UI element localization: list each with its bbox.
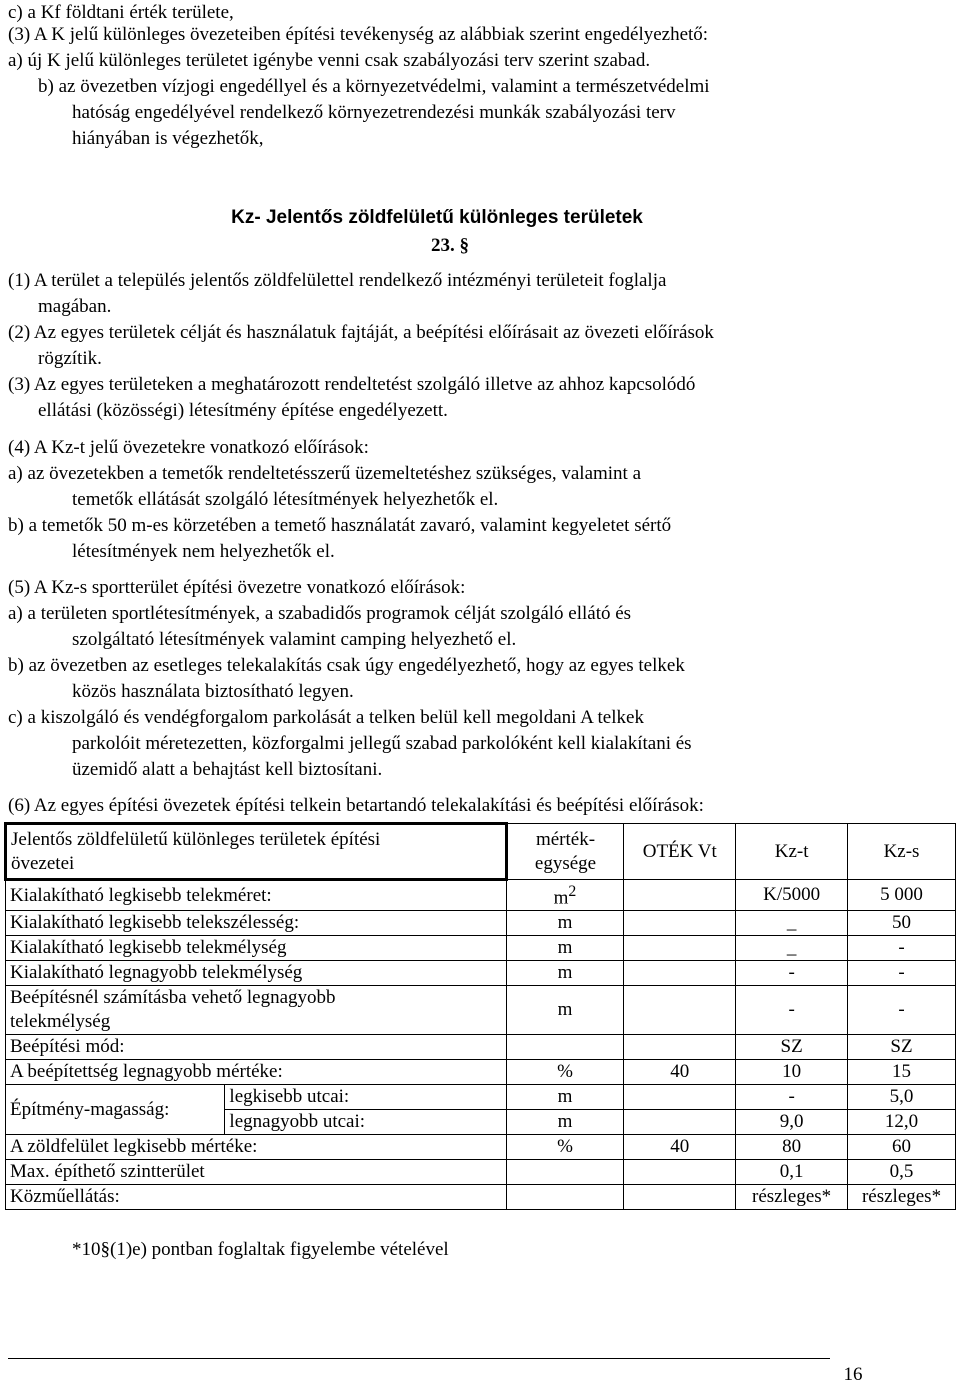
table-row [6,1035,956,1060]
row-kzs: 60 [848,1135,956,1160]
row-label: A zöldfelület legkisebb mértéke: [6,1135,507,1160]
row-unit: m [506,936,624,961]
table-row [6,880,956,911]
table-row [6,1135,956,1160]
table-row [6,1085,956,1110]
row-kzs: 12,0 [848,1110,956,1135]
intro-line: hatóság engedélyével rendelkező környezetrendezési munkák szabályozási terv [72,102,676,123]
intro-line: a) új K jelű különleges területet igénybe venni csak szabályozási terv szerint szabad. [8,50,651,71]
paragraph-line: a) a területen sportlétesítmények, a szabadidős programok célját szolgáló ellátó és [8,603,632,624]
page-number: 16 [843,1364,863,1385]
row-unit: m [506,1110,624,1135]
header-zone-name-line: Jelentős zöldfelületű különleges területek építési [11,828,381,850]
paragraph-line: létesítmények nem helyezhetők el. [72,541,335,562]
table-row [6,911,956,936]
paragraph-line: parkolóit méretezetten, közforgalmi jellegű szabad parkolóként kell kialakítani és [72,733,692,754]
header-unit-line: egysége [534,852,597,874]
row-kzt: _ [736,911,848,936]
row-unit: m [506,911,624,936]
row-kzs: SZ [848,1035,956,1060]
row-kzs: - [848,961,956,986]
row-kzs: 5,0 [848,1085,956,1110]
unit-text: m [553,887,569,909]
header-unit [506,824,624,880]
header-kzs: Kz-s [848,824,956,880]
paragraph-line: c) a kiszolgáló és vendégforgalom parkolását a telken belül kell megoldani A telkek [8,707,644,728]
row-unit [506,1160,624,1185]
table-footnote: *10§(1)e) pontban foglaltak figyelembe vételével [72,1239,449,1260]
row-kzt: 9,0 [736,1110,848,1135]
paragraph-line: ellátási (közösségi) létesítmény építése engedélyezett. [38,400,448,421]
row-otek [624,1085,736,1110]
table-header-row [6,824,956,880]
paragraph-line: rögzítik. [38,348,102,369]
row-unit [506,1035,624,1060]
row-label: Kialakítható legkisebb telekszélesség: [6,911,507,936]
paragraph-line: (5) A Kz-s sportterület építési övezetre vonatkozó előírások: [8,577,466,598]
footer-rule [8,1358,830,1359]
section-number: 23. § [431,235,469,256]
table-row [6,961,956,986]
paragraph-line: szolgáltató létesítmények valamint camping helyezhető el. [72,629,517,650]
paragraph-line: b) az övezetben az esetleges telekalakítás csak úgy engedélyezhető, hogy az egyes telkek [8,655,685,676]
row-otek [624,1035,736,1060]
table-row [6,986,956,1035]
paragraph-line: (2) Az egyes területek célját és használatuk fajtáját, a beépítési előírásait az övezeti előírások [8,322,714,343]
paragraph-line: üzemidő alatt a behajtást kell biztosítani. [72,759,383,780]
table-row [6,936,956,961]
row-label-line: Beépítésnél számításba vehető legnagyobb [10,987,336,1009]
header-zone-name-line: övezetei [11,852,75,874]
row-label: Kialakítható legkisebb telekméret: [6,880,507,911]
row-kzs: 0,5 [848,1160,956,1185]
row-sublabel: legnagyobb utcai: [225,1110,506,1135]
section-heading: Kz- Jelentős zöldfelületű különleges területek [231,207,643,228]
intro-line: (3) A K jelű különleges övezeteiben építési tevékenység az alábbiak szerint engedélyezhető: [8,24,709,45]
paragraph-line: közös használata biztosítható legyen. [72,681,354,702]
row-unit [506,1185,624,1210]
row-unit: m [506,1085,624,1110]
row-otek [624,1160,736,1185]
table-row [6,1160,956,1185]
row-kzs: részleges* [848,1185,956,1210]
intro-line: b) az övezetben vízjogi engedéllyel és a környezetvédelmi, valamint a természetvédelmi [38,76,710,97]
row-kzs: - [848,936,956,961]
row-label: Kialakítható legkisebb telekmélység [6,936,507,961]
row-kzt: részleges* [736,1185,848,1210]
row-unit: % [506,1135,624,1160]
paragraph-line: temetők ellátását szolgáló létesítmények helyezhetők el. [72,489,499,510]
row-kzt: K/5000 [736,880,848,911]
paragraph-line: (6) Az egyes építési övezetek építési telkein betartandó telekalakítási és beépítési előírások: [8,795,704,816]
row-kzs: - [848,986,956,1035]
regulation-table [4,822,956,1210]
row-kzt: - [736,961,848,986]
header-otek: OTÉK Vt [624,824,736,880]
row-label: Építmény-magasság: [6,1085,225,1135]
unit-superscript: 2 [568,883,577,900]
row-otek: 40 [624,1060,736,1085]
row-kzs: 50 [848,911,956,936]
intro-line: c) a Kf földtani érték területe, [8,2,234,23]
paragraph-line: (4) A Kz-t jelű övezetekre vonatkozó előírások: [8,437,369,458]
row-unit [506,880,624,911]
row-otek [624,1110,736,1135]
header-zone-name [6,824,507,880]
row-kzt: 0,1 [736,1160,848,1185]
row-sublabel: legkisebb utcai: [225,1085,506,1110]
row-kzs: 15 [848,1060,956,1085]
row-unit: % [506,1060,624,1085]
paragraph-line: a) az övezetekben a temetők rendeltetésszerű üzemeltetéshez szükséges, valamint a [8,463,642,484]
intro-line: hiányában is végezhetők, [72,128,264,149]
row-otek [624,911,736,936]
row-otek [624,986,736,1035]
row-label [6,986,507,1035]
row-unit: m [506,986,624,1035]
row-label: Beépítési mód: [6,1035,507,1060]
paragraph-line: magában. [38,296,112,317]
row-unit: m [506,961,624,986]
row-label: A beépítettség legnagyobb mértéke: [6,1060,507,1085]
row-otek [624,880,736,911]
row-kzs: 5 000 [848,880,956,911]
row-otek [624,936,736,961]
row-kzt: - [736,986,848,1035]
row-label-line: telekmélység [10,1011,111,1033]
header-kzt: Kz-t [736,824,848,880]
row-kzt: SZ [736,1035,848,1060]
header-unit-line: mérték- [535,828,596,850]
row-otek [624,1185,736,1210]
row-otek [624,961,736,986]
row-label: Közműellátás: [6,1185,507,1210]
paragraph-line: b) a temetők 50 m-es körzetében a temető használatát zavaró, valamint kegyeletet sértő [8,515,672,536]
row-label: Kialakítható legnagyobb telekmélység [6,961,507,986]
row-otek: 40 [624,1135,736,1160]
table-row [6,1185,956,1210]
row-kzt: 80 [736,1135,848,1160]
paragraph-line: (3) Az egyes területeken a meghatározott rendeltetést szolgáló illetve az ahhoz kapcsolódó [8,374,696,395]
row-label: Max. építhető szintterület [6,1160,507,1185]
row-kzt: _ [736,936,848,961]
row-kzt: 10 [736,1060,848,1085]
paragraph-line: (1) A terület a település jelentős zöldfelülettel rendelkező intézményi területeit foglalja [8,270,667,291]
row-kzt: - [736,1085,848,1110]
table-row [6,1060,956,1085]
